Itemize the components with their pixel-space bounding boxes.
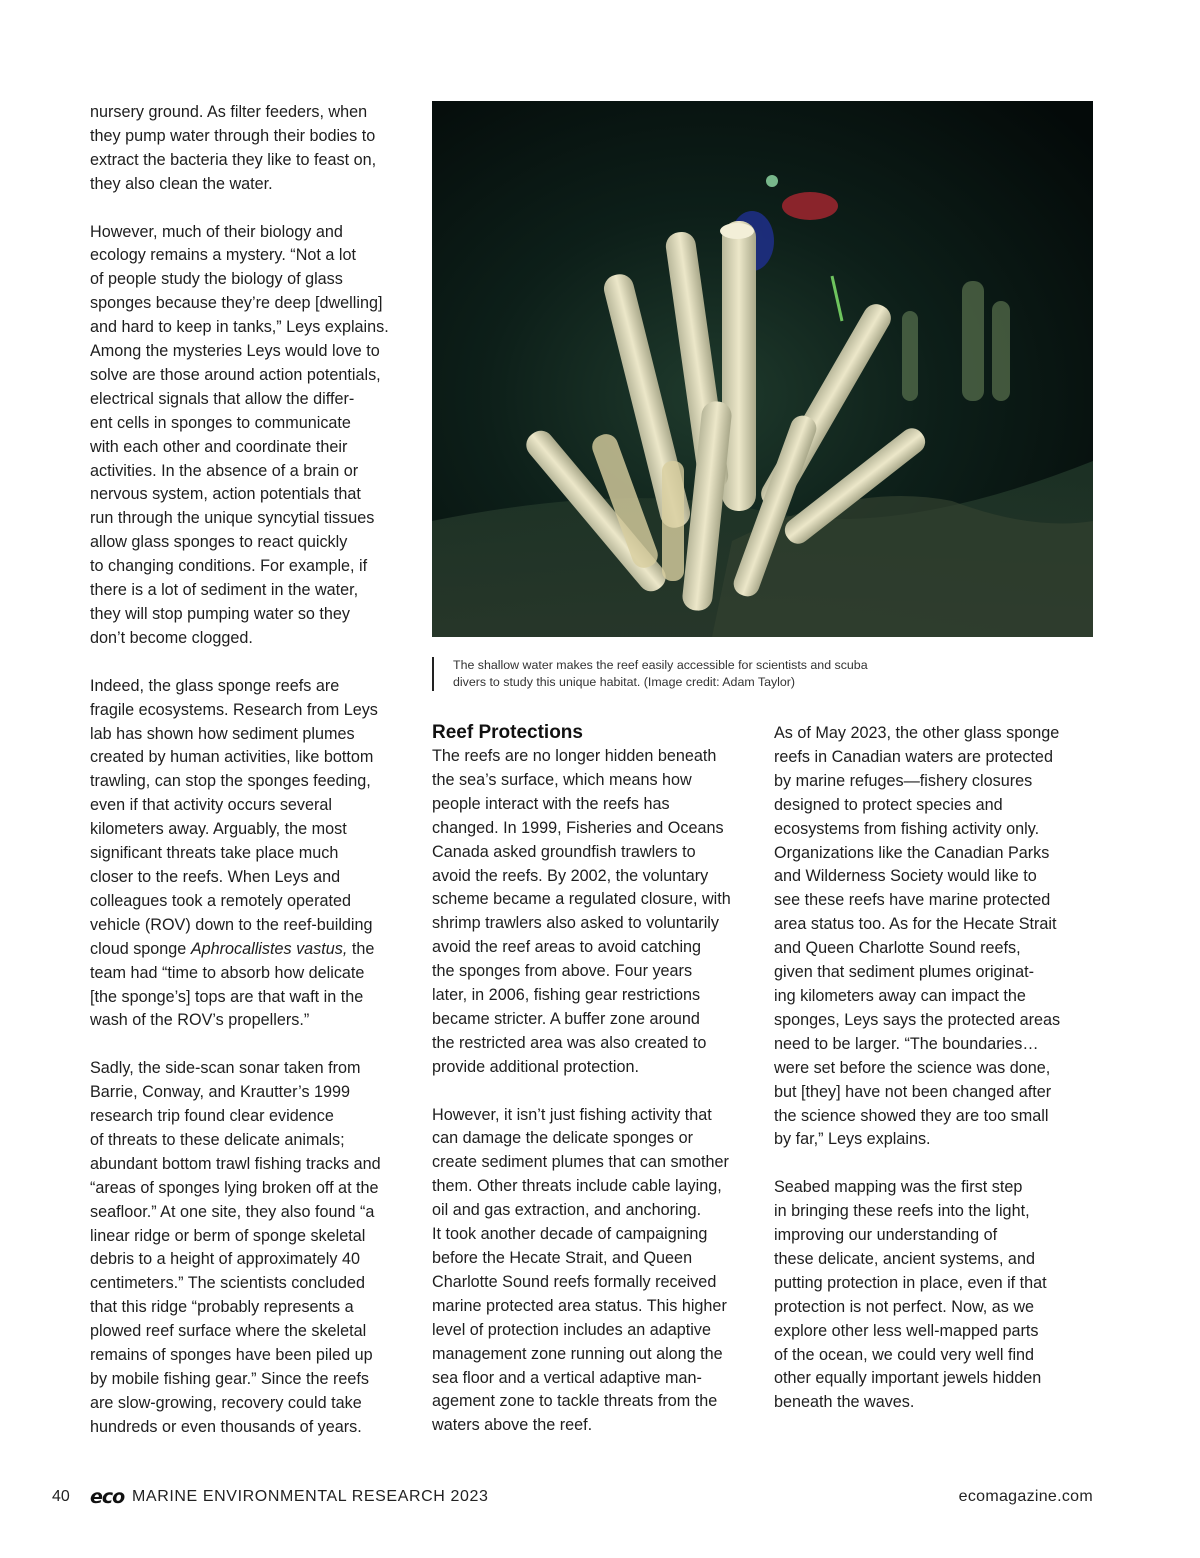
photo-caption: The shallow water makes the reef easily accessible for scientists and scuba divers to study this unique habitat. (Image credit: Adam Taylor) <box>432 657 952 691</box>
page-footer <box>52 1486 1093 1510</box>
paragraph: As of May 2023, the other glass sponge reefs in Canadian waters are protected by marine refuges—fishery closures designed to protect species and ecosystems from fishing activity only. Organizations like the Canadian Parks and Wilderness Society would like to see these reefs have marine protected area status too. As for the Hecate Strait and Queen Charlotte Sound reefs, given that sediment plumes originat- ing kilometers away can impact the sponges, Leys says the protected areas need to be larger. “The boundaries… were set before the science was done, but [they] have not been changed after the science showed they are too small by far,” Leys explains. <box>774 724 1061 1149</box>
website-link[interactable]: ecomagazine.com <box>958 1488 1093 1505</box>
eco-logo: eco <box>90 1486 125 1508</box>
species-name: Aphrocallistes vastus, <box>190 939 348 958</box>
article-column-left <box>90 101 415 1440</box>
paragraph: The reefs are no longer hidden beneath the sea’s surface, which means how people interact with the reefs has changed. In 1999, Fisheries and Oceans Canada asked groundfish trawlers to avoid the reefs. By 2002, the voluntary scheme became a regulated closure, with shrimp trawlers also asked to voluntarily avoid the reef areas to avoid catching the sponges from above. Four years later, in 2006, fishing gear restrictions became stricter. A buffer zone around the restricted area was also created to provide additional protection. <box>432 747 731 1076</box>
article-column-right <box>774 722 1104 1415</box>
paragraph <box>90 675 415 1034</box>
paragraph-text: Indeed, the glass sponge reefs are fragile ecosystems. Research from Leys lab has shown how sediment plumes created by human activities, like bottom trawling, can stop the sponges feeding, even if that activity occurs several kilometers away. Arguably, the most significant threats take place much closer to the reefs. When Leys and colleagues took a remotely operated vehicle (ROV) down to the reef-building cloud sponge <box>90 676 378 958</box>
page-number: 40 <box>52 1488 70 1505</box>
article-column-middle <box>432 721 762 1438</box>
paragraph: It took another decade of campaigning before the Hecate Strait, and Queen Charlotte Sound reefs formally received marine protected area status. This higher level of protection includes an adaptive management zone running out along the sea floor and a vertical adaptive man- agement zone to tackle threats from the waters above the reef. <box>432 1225 727 1435</box>
paragraph: Seabed mapping was the first step in bringing these reefs into the light, improving our understanding of these delicate, ancient systems, and putting protection in place, even if that protection is not perfect. Now, as we explore other less well-mapped parts of the ocean, we could very well find other equally important jewels hidden beneath the waves. <box>774 1178 1047 1412</box>
paragraph: However, it isn’t just fishing activity that can damage the delicate sponges or create sediment plumes that can smother them. Other threats include cable laying, oil and gas extraction, and anchoring. <box>432 1105 729 1220</box>
paragraph: Sadly, the side-scan sonar taken from Barrie, Conway, and Krautter’s 1999 research trip found clear evidence of threats to these delicate animals; abundant bottom trawl fishing tracks and “areas of sponges lying broken off at the seafloor.” At one site, they also found “a linear ridge or berm of sponge skeletal debris to a height of approximately 40 centimeters.” The scientists concluded that this ridge “probably represents a plowed reef surface where the skeletal remains of sponges have been piled up by mobile fishing gear.” Since the reefs are slow-growing, recovery could take hundreds or even thousands of years. <box>90 1059 381 1436</box>
paragraph: nursery ground. As filter feeders, when they pump water through their bodies to extract the bacteria they like to feast on, they also clean the water. <box>90 103 377 193</box>
sponge-reef-photo <box>432 101 1093 637</box>
publication-title: MARINE ENVIRONMENTAL RESEARCH 2023 <box>132 1488 489 1505</box>
paragraph: However, much of their biology and ecology remains a mystery. “Not a lot of people study the biology of glass sponges because they’re deep [dwelling] and hard to keep in tanks,” Leys explains. Among the mysteries Leys would love to solve are those around action potentials, electrical signals that allow the differ- ent cells in sponges to communicate with each other and coordinate their activities. In the absence of a brain or nervous system, action potentials that run through the unique syncytial tissues allow glass sponges to react quickly to changing conditions. For example, if there is a lot of sediment in the water, they will stop pumping water so they don’t become clogged. <box>90 222 389 647</box>
section-heading: Reef Protections <box>432 722 583 743</box>
paragraph-text: the team had “time to absorb how delicate [the sponge’s] tops are that waft in the wash of the ROV’s propellers.” <box>90 939 375 1030</box>
